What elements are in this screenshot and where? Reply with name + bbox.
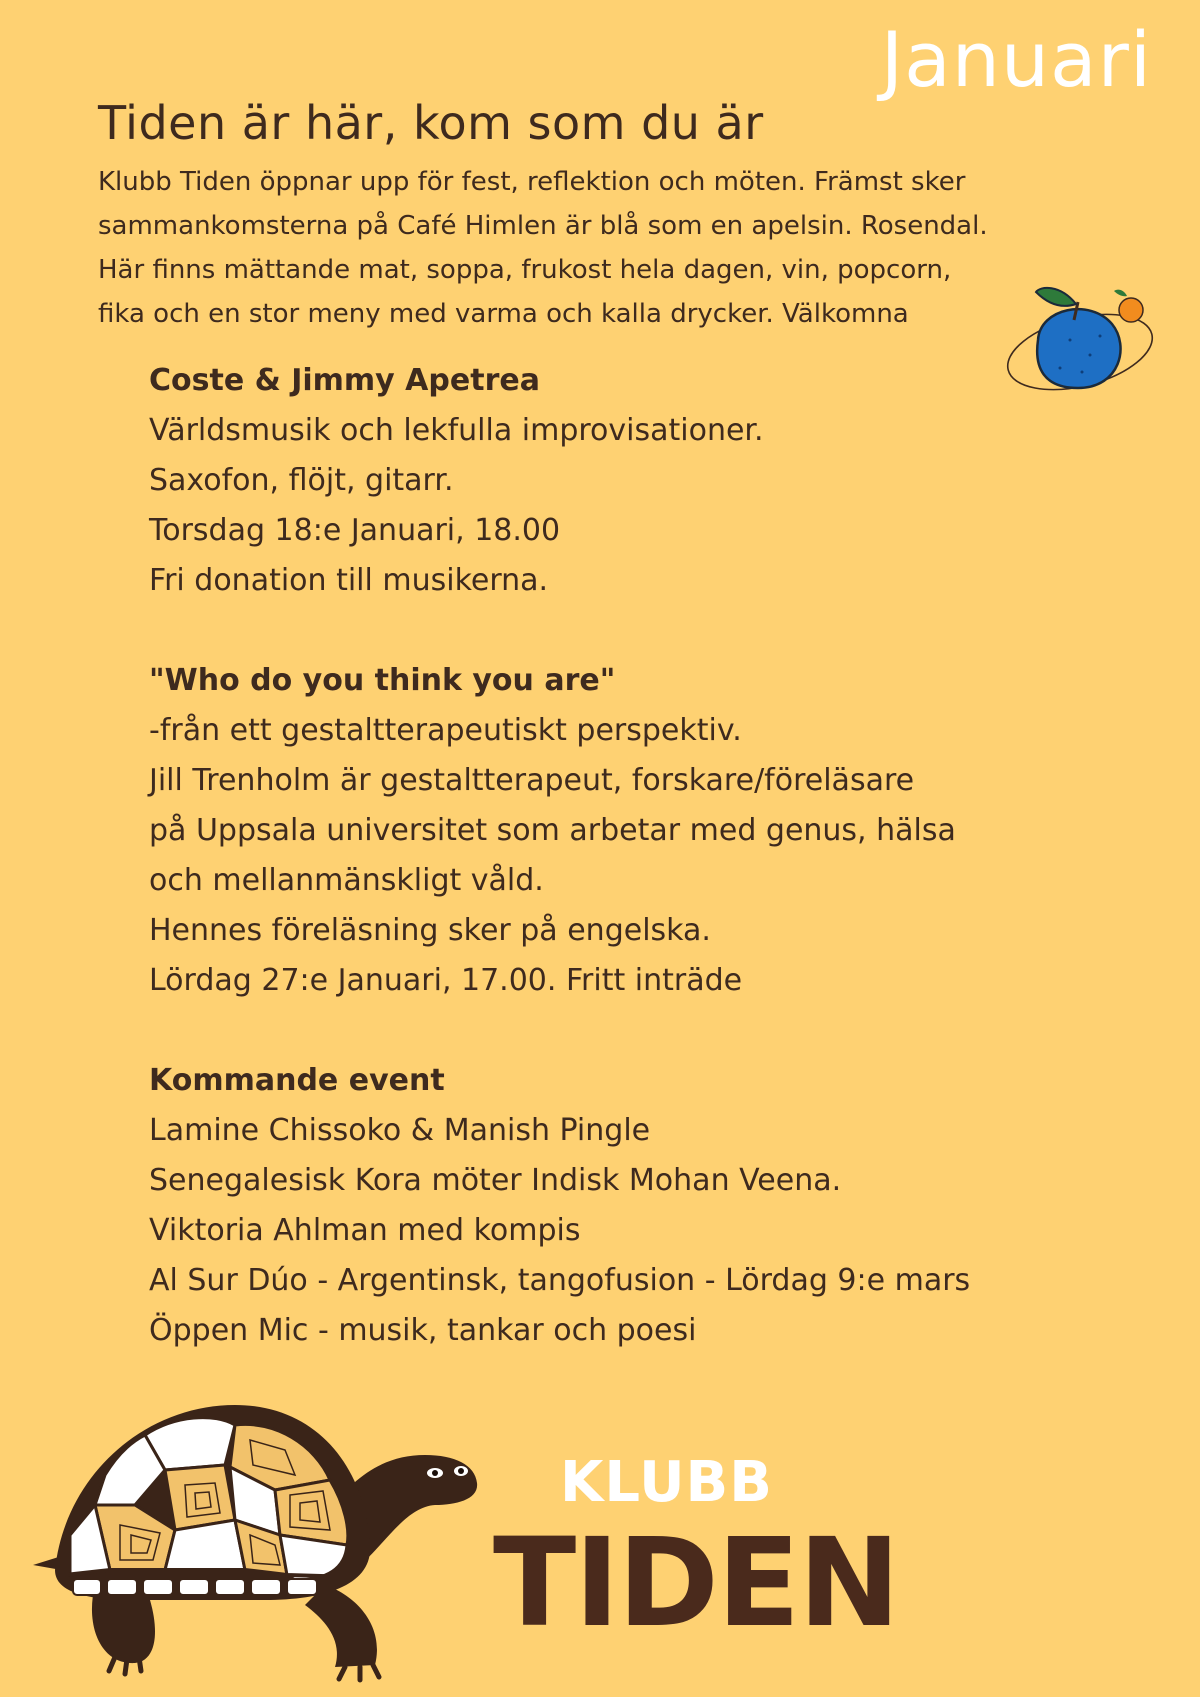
event-line: Öppen Mic - musik, tankar och poesi [149, 1313, 697, 1348]
events-list [149, 356, 1109, 1406]
intro-line: fika och en stor meny med varma och kalla drycker. Välkomna [98, 299, 909, 329]
event-line: Lamine Chissoko & Manish Pingle [149, 1113, 651, 1148]
event-line: -från ett gestaltterapeutiskt perspektiv. [149, 713, 742, 748]
event-line: Fri donation till musikerna. [149, 563, 549, 598]
event-line: Viktoria Ahlman med kompis [149, 1213, 581, 1248]
event-line: Senegalesisk Kora möter Indisk Mohan Veena. [149, 1163, 842, 1198]
month-title: Januari [880, 15, 1152, 104]
event-line: Hennes föreläsning sker på engelska. [149, 913, 711, 948]
intro-line: Klubb Tiden öppnar upp för fest, reflektion och möten. Främst sker [98, 167, 966, 197]
event-line: Lördag 27:e Januari, 17.00. Fritt inträde [149, 963, 743, 998]
intro-line: sammankomsterna på Café Himlen är blå som en apelsin. Rosendal. [98, 211, 988, 241]
event-title: Kommande event [149, 1063, 445, 1098]
intro-paragraph [98, 160, 1088, 336]
event-line: Världsmusik och lekfulla improvisationer. [149, 413, 764, 448]
intro-line: Här finns mättande mat, soppa, frukost hela dagen, vin, popcorn, [98, 255, 952, 285]
event-line: på Uppsala universitet som arbetar med genus, hälsa [149, 813, 956, 848]
event-line: Torsdag 18:e Januari, 18.00 [149, 513, 561, 548]
logo-klubb-text: KLUBB [560, 1450, 773, 1515]
page-headline: Tiden är här, kom som du är [98, 96, 764, 150]
event-line: Jill Trenholm är gestaltterapeut, forskare/föreläsare [149, 763, 915, 798]
event-block [149, 356, 1109, 606]
event-line: och mellanmänskligt våld. [149, 863, 544, 898]
logo-tiden-text: TIDEN [493, 1512, 899, 1654]
turtle-illustration [25, 1395, 505, 1685]
event-title: Coste & Jimmy Apetrea [149, 363, 540, 398]
event-line: Al Sur Dúo - Argentinsk, tangofusion - Lördag 9:e mars [149, 1263, 971, 1298]
event-line: Saxofon, flöjt, gitarr. [149, 463, 454, 498]
event-block [149, 1056, 1109, 1356]
event-title: "Who do you think you are" [149, 663, 616, 698]
event-block [149, 656, 1109, 1006]
